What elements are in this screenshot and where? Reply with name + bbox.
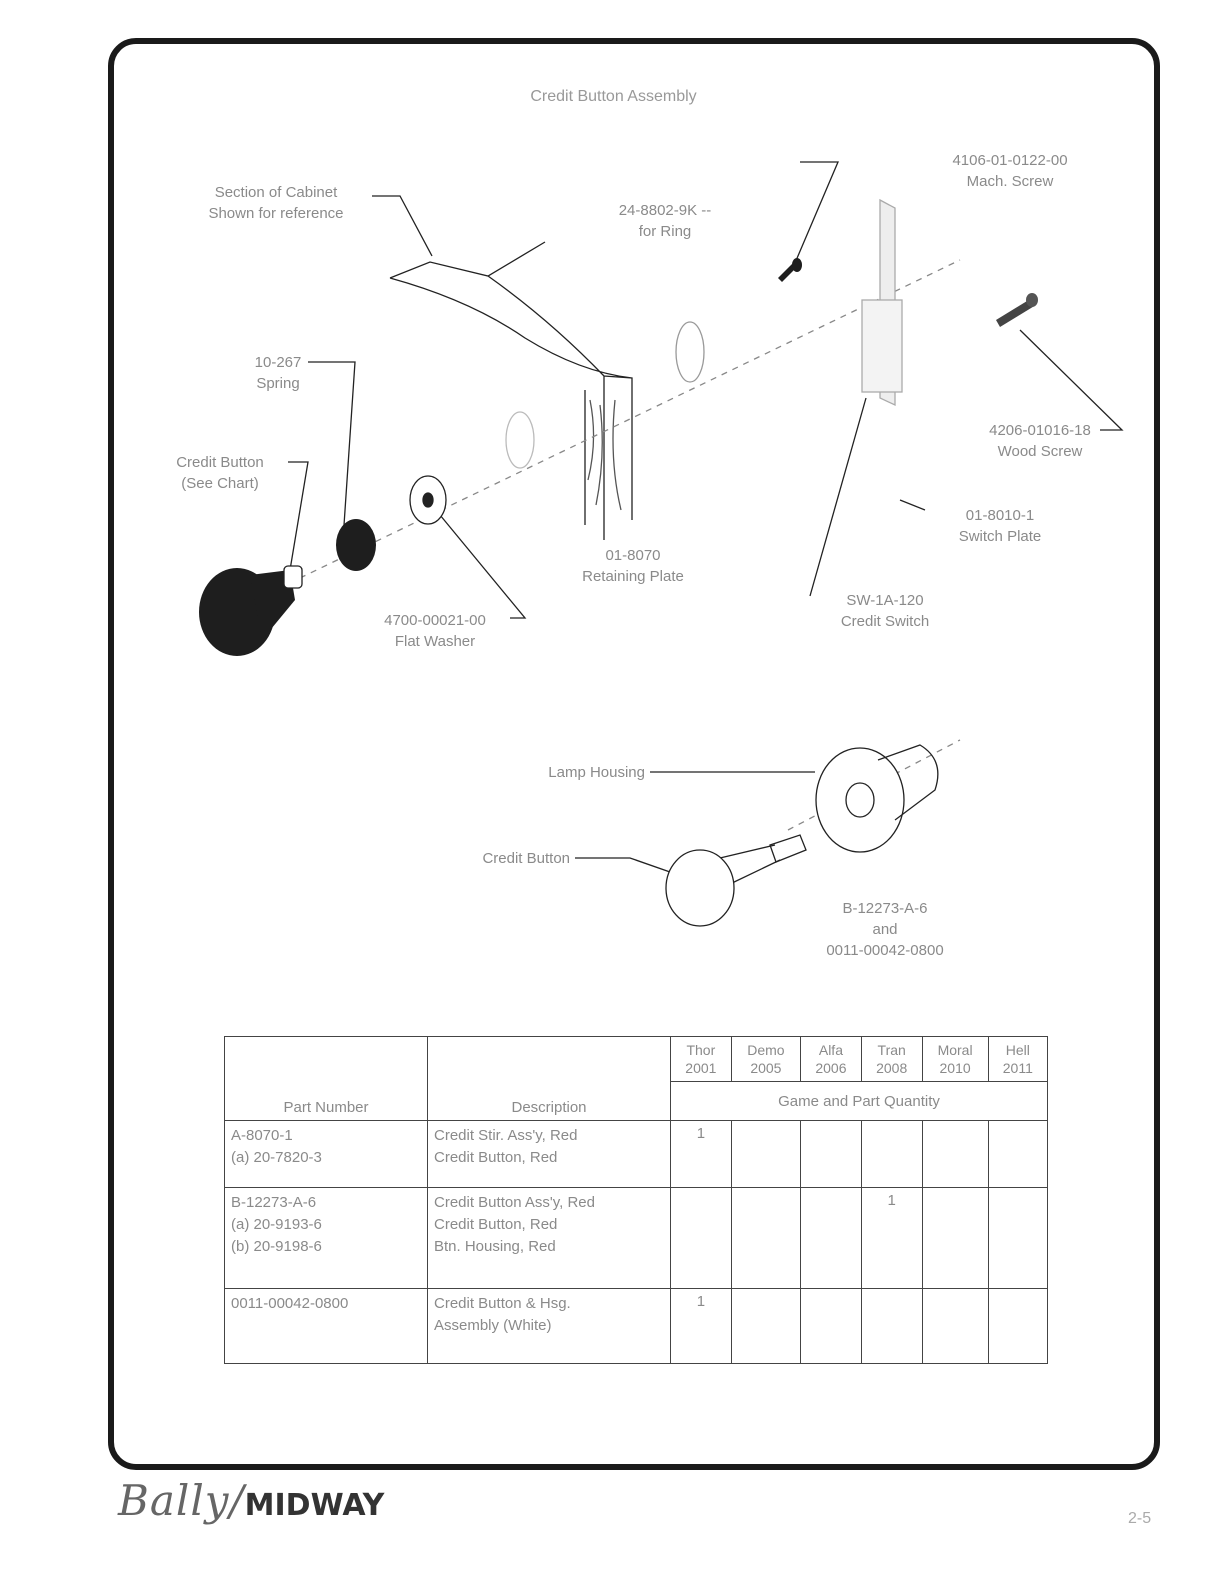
label-credit-button-2: Credit Button (482, 850, 570, 867)
qty-cell (988, 1121, 1047, 1188)
part-line: B-12273-A-6 (231, 1194, 317, 1211)
qty-cell (988, 1289, 1047, 1364)
qty-cell (731, 1121, 800, 1188)
table-header-row (225, 1037, 1048, 1082)
header-part-number: Part Number (225, 1037, 428, 1121)
page-title: Credit Button Assembly (530, 88, 697, 105)
desc-line: Btn. Housing, Red (434, 1238, 556, 1255)
header-game-4: Moral 2010 (922, 1037, 988, 1082)
header-game-2: Alfa 2006 (801, 1037, 862, 1082)
qty-cell: 1 (671, 1121, 732, 1188)
label-credit-switch: SW-1A-120 Credit Switch (840, 592, 930, 630)
desc-line: Assembly (White) (434, 1317, 552, 1334)
qty-cell (861, 1289, 922, 1364)
part-line: (a) 20-9193-6 (231, 1216, 322, 1233)
qty-cell (922, 1289, 988, 1364)
header-usage: Game and Part Quantity (671, 1082, 1048, 1121)
bally-midway-logo: Bally/MIDWAY (118, 1476, 385, 1525)
logo-block: MIDWAY (244, 1488, 385, 1523)
logo-script: Bally (118, 1476, 230, 1525)
desc-line: Credit Button, Red (434, 1149, 558, 1166)
label-flat-washer: 4700-00021-00 Flat Washer (384, 612, 486, 650)
header-game-3: Tran 2008 (861, 1037, 922, 1082)
qty-cell (801, 1289, 862, 1364)
desc-line: Credit Button, Red (434, 1216, 558, 1233)
qty-cell (671, 1188, 732, 1289)
label-spring: 10-267 Spring (254, 354, 302, 392)
label-credit-button: Credit Button (See Chart) (176, 454, 264, 492)
label-lamp-ring: 24-8802-9K -- for Ring (618, 202, 712, 240)
header-description: Description (428, 1037, 671, 1121)
part-line: (a) 20-7820-3 (231, 1149, 322, 1166)
qty-cell (922, 1188, 988, 1289)
desc-line: Credit Button & Hsg. (434, 1295, 571, 1312)
qty-cell (801, 1188, 862, 1289)
table-row (225, 1121, 1048, 1188)
part-line: (b) 20-9198-6 (231, 1238, 322, 1255)
qty-cell: 1 (671, 1289, 732, 1364)
header-game-1: Demo 2005 (731, 1037, 800, 1082)
page-number: 2-5 (1128, 1510, 1152, 1527)
table-row (225, 1188, 1048, 1289)
qty-cell (801, 1121, 862, 1188)
label-machine-screw: 4106-01-0122-00 Mach. Screw (952, 152, 1068, 190)
qty-cell (731, 1289, 800, 1364)
header-game-0: Thor 2001 (671, 1037, 732, 1082)
qty-cell (861, 1121, 922, 1188)
label-retaining-plate: 01-8070 Retaining Plate (582, 547, 684, 585)
qty-cell (731, 1188, 800, 1289)
qty-cell (988, 1188, 1047, 1289)
qty-cell (922, 1121, 988, 1188)
table-row (225, 1289, 1048, 1364)
part-line: A-8070-1 (231, 1127, 293, 1144)
label-cabinet-section: Section of Cabinet Shown for reference (208, 184, 344, 222)
desc-line: Credit Stir. Ass'y, Red (434, 1127, 578, 1144)
part-line: 0011-00042-0800 (231, 1295, 349, 1312)
label-switch-plate: 01-8010-1 Switch Plate (958, 507, 1042, 545)
label-wood-screw: 4206-01016-18 Wood Screw (989, 422, 1091, 460)
qty-cell: 1 (861, 1188, 922, 1289)
header-game-5: Hell 2011 (988, 1037, 1047, 1082)
label-lamp-housing: Lamp Housing (548, 764, 645, 781)
desc-line: Credit Button Ass'y, Red (434, 1194, 595, 1211)
parts-table (224, 1036, 1048, 1364)
label-assembly-parts: B-12273-A-6 and 0011-00042-0800 (826, 900, 944, 959)
